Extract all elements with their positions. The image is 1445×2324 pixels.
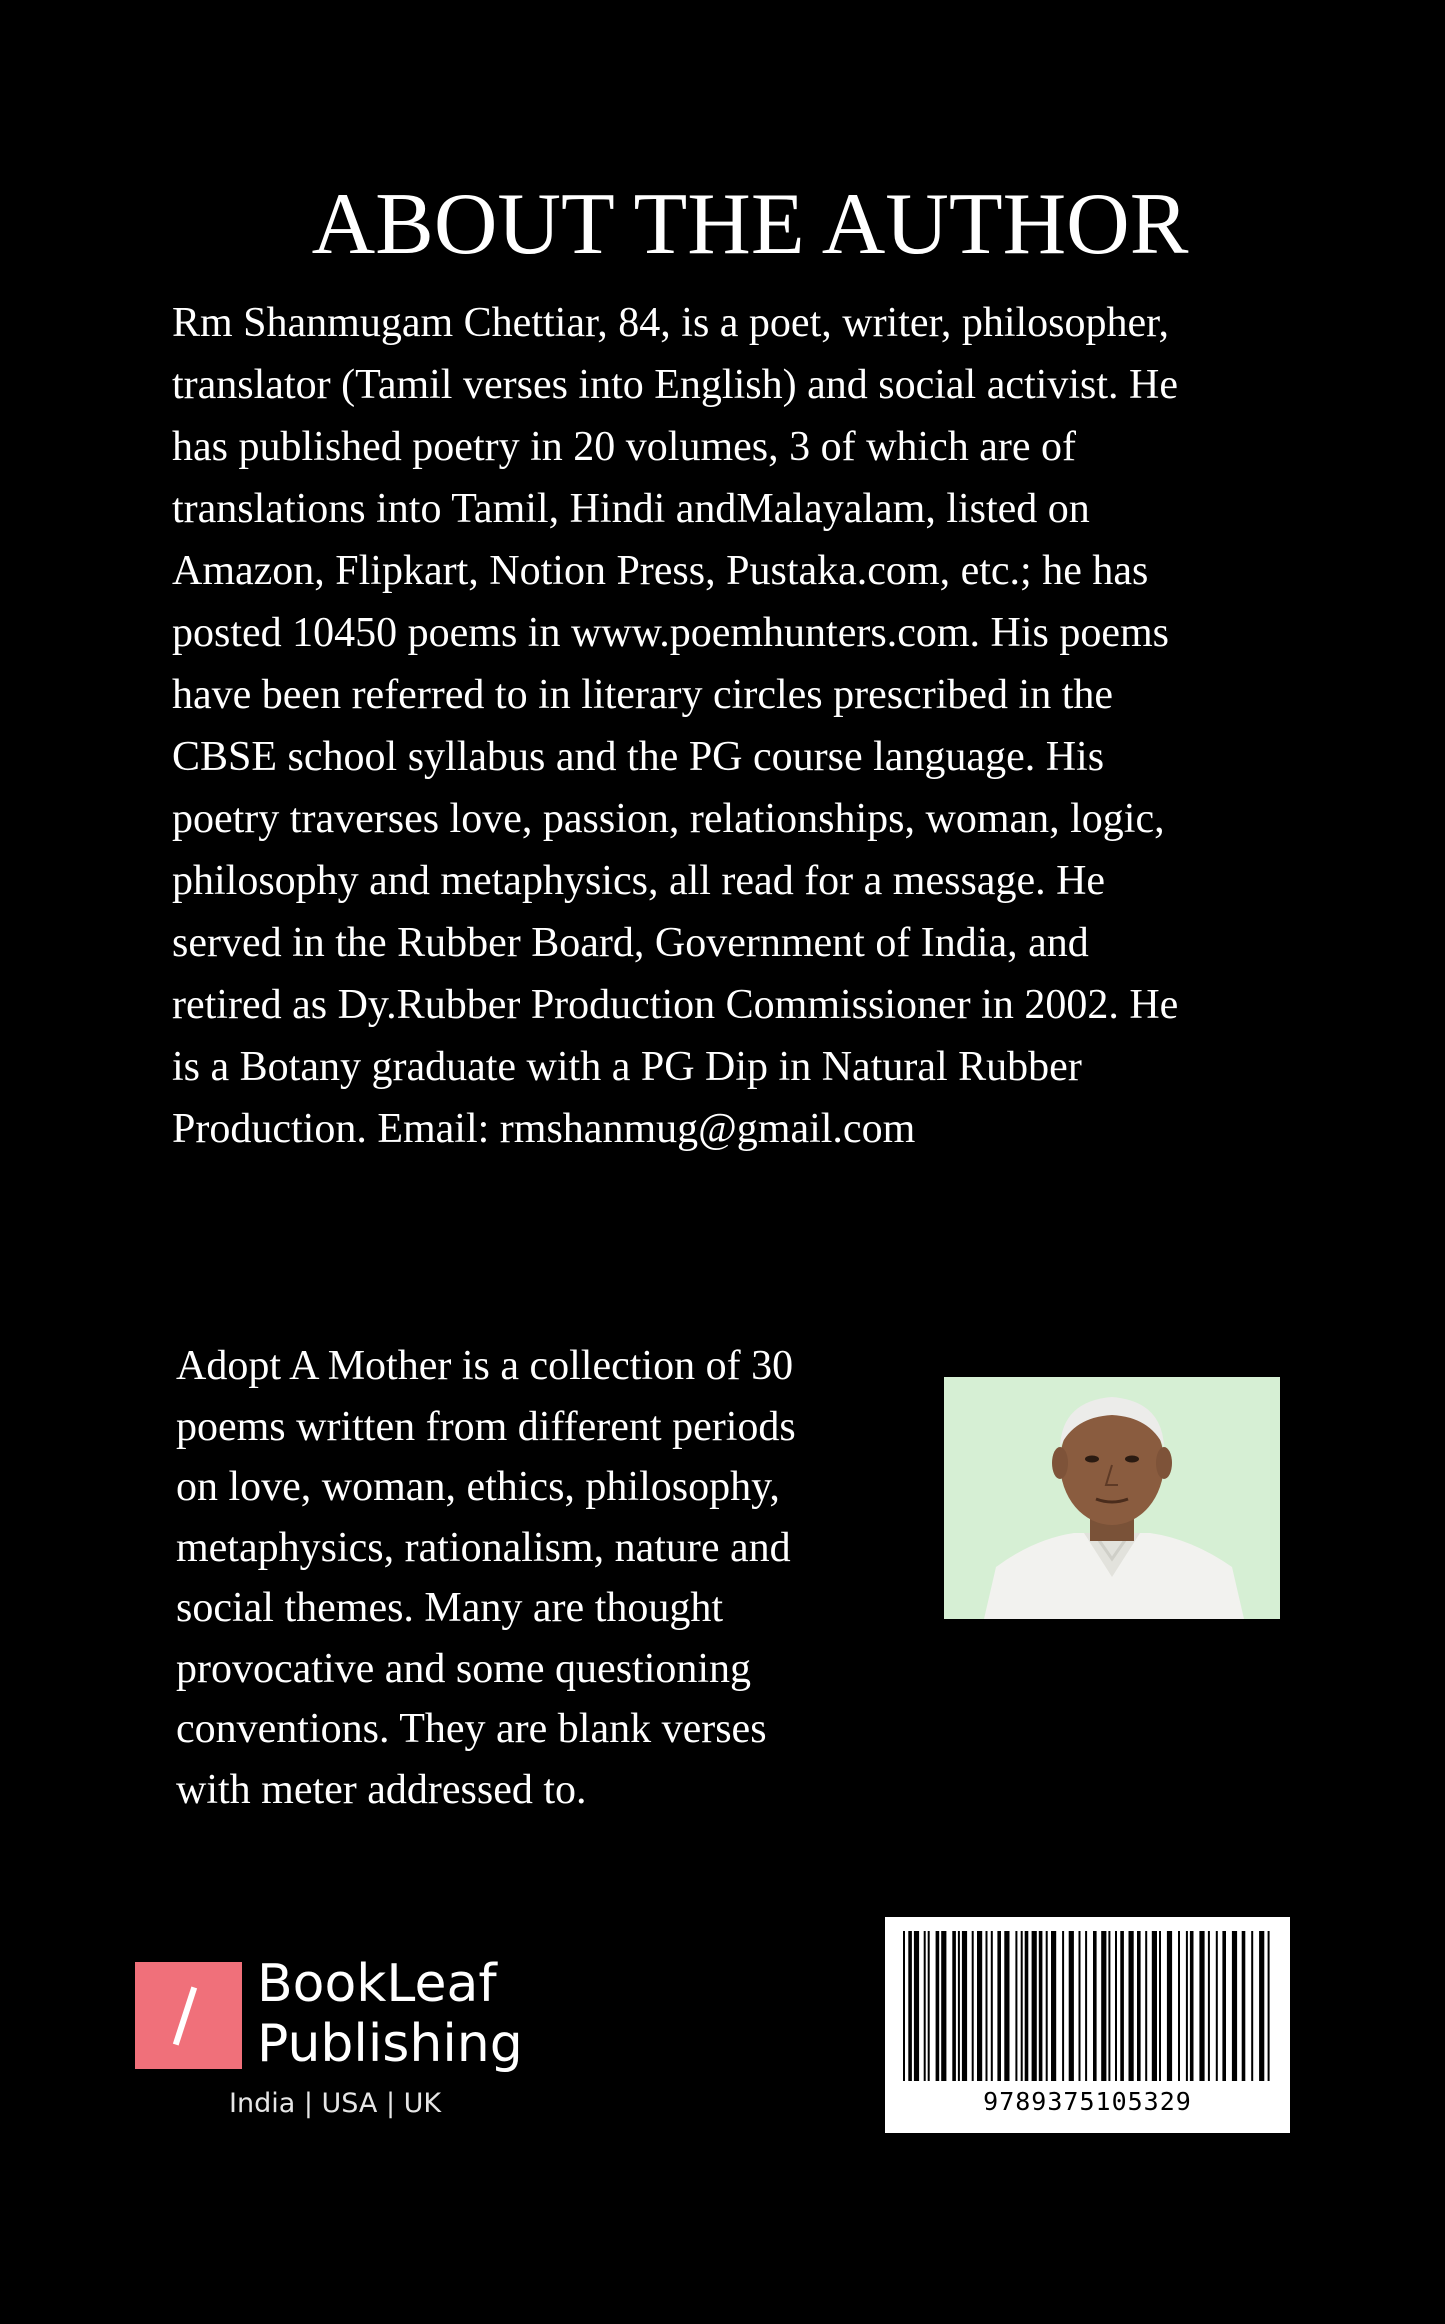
book-blurb (176, 1336, 936, 1820)
barcode-bar (936, 1931, 940, 2081)
barcode-bar (1069, 1931, 1074, 2081)
barcode-bar (1120, 1931, 1124, 2081)
barcode-bar (1032, 1931, 1037, 2081)
blurb-line: metaphysics, rationalism, nature and (176, 1524, 791, 1571)
about-author-heading: ABOUT THE AUTHOR (311, 176, 1189, 273)
slash-icon (135, 1962, 242, 2069)
author-photo (944, 1377, 1280, 1619)
isbn-number: 9789375105329 (983, 2087, 1192, 2116)
barcode-bar (1115, 1931, 1117, 2081)
publisher-name-line2: Publishing (257, 2014, 523, 2074)
barcode-bar (1259, 1931, 1264, 2081)
blurb-line: social themes. Many are thought (176, 1585, 724, 1631)
blurb-line: on love, woman, ethics, philosophy, (176, 1464, 780, 1510)
blurb-line: conventions. They are blank verses (176, 1706, 767, 1752)
barcode-bar (997, 1931, 1001, 2081)
blurb-line: poems written from different periods (176, 1403, 796, 1450)
barcode-bar (928, 1931, 930, 2081)
barcode-bar (914, 1931, 919, 2081)
barcode-bar (908, 1931, 912, 2081)
barcode-bar (1251, 1931, 1253, 2081)
blurb-line: Adopt A Mother is a collection of 30 (176, 1343, 794, 1389)
barcode-bar (1021, 1931, 1023, 2081)
bio-line: retired as Dy.Rubber Production Commissioner in 2002. He (172, 982, 1179, 1028)
barcode-bar (1108, 1931, 1110, 2081)
bio-line: has published poetry in 20 volumes, 3 of which are of (172, 424, 1076, 470)
barcode-bar (1216, 1931, 1218, 2081)
barcode-bar (991, 1931, 993, 2081)
barcode-bar (903, 1931, 905, 2081)
barcode-bar (1145, 1931, 1147, 2081)
barcode-bar (1093, 1931, 1097, 2081)
publisher-name-line1: BookLeaf (257, 1954, 497, 2014)
barcode-bar (1025, 1931, 1029, 2081)
barcode-bar (1152, 1931, 1157, 2081)
bio-line: Production. Email: rmshanmug@gmail.com (172, 1106, 916, 1152)
barcode-bar (1004, 1931, 1009, 2081)
barcode-bar (1015, 1931, 1017, 2081)
author-bio (172, 292, 1327, 1160)
barcode-bar (958, 1931, 960, 2081)
barcode-bar (1079, 1931, 1081, 2081)
barcode-bar (1208, 1931, 1210, 2081)
barcode-bar (952, 1931, 956, 2081)
barcode-bar (986, 1931, 988, 2081)
barcode-bar (1046, 1931, 1048, 2081)
publisher-logo (135, 1954, 555, 2132)
barcode-bar (1062, 1931, 1064, 2081)
bio-line: CBSE school syllabus and the PG course language. His (172, 734, 1105, 780)
barcode-bar (962, 1931, 967, 2081)
publisher-regions: India | USA | UK (229, 2088, 442, 2119)
barcode-bar (1178, 1931, 1180, 2081)
barcode-bar (1159, 1931, 1161, 2081)
bio-line: served in the Rubber Board, Government of India, and (172, 920, 1089, 966)
barcode-bar (1051, 1931, 1056, 2081)
barcode-bar (1268, 1931, 1270, 2081)
barcode-bar (1167, 1931, 1172, 2081)
isbn-barcode (885, 1917, 1290, 2133)
publisher-name (257, 1954, 523, 2074)
bio-line: translator (Tamil verses into English) and social activist. He (172, 362, 1178, 408)
barcode-bar (1137, 1931, 1141, 2081)
barcode-bar (924, 1931, 926, 2081)
barcode-bar (941, 1931, 946, 2081)
blurb-line: with meter addressed to. (176, 1766, 587, 1813)
barcode-bar (1232, 1931, 1237, 2081)
bio-line: have been referred to in literary circles prescribed in the (172, 672, 1114, 718)
bio-line: is a Botany graduate with a PG Dip in Natural Rubber (172, 1044, 1082, 1090)
barcode-bar (977, 1931, 982, 2081)
bio-line: Amazon, Flipkart, Notion Press, Pustaka.com, etc.; he has (172, 548, 1149, 594)
bio-line: poetry traverses love, passion, relationships, woman, logic, (172, 796, 1165, 842)
barcode-bar (1190, 1931, 1194, 2081)
barcode-bar (1129, 1931, 1134, 2081)
bio-line: translations into Tamil, Hindi andMalayalam, listed on (172, 486, 1090, 532)
barcode-bar (1199, 1931, 1204, 2081)
barcode-bar (972, 1931, 974, 2081)
bio-line: philosophy and metaphysics, all read for a message. He (172, 858, 1106, 904)
barcode-bar (1186, 1931, 1188, 2081)
barcode-bar (1085, 1931, 1087, 2081)
author-portrait-illustration (944, 1377, 1280, 1619)
barcode-bar (1039, 1931, 1043, 2081)
barcode-bar (1222, 1931, 1226, 2081)
bio-line: posted 10450 poems in www.poemhunters.com. His poems (172, 610, 1170, 656)
barcode-bar (1242, 1931, 1246, 2081)
barcode-bar (1101, 1931, 1106, 2081)
bio-line: Rm Shanmugam Chettiar, 84, is a poet, writer, philosopher, (172, 300, 1169, 346)
blurb-line: provocative and some questioning (176, 1645, 752, 1692)
